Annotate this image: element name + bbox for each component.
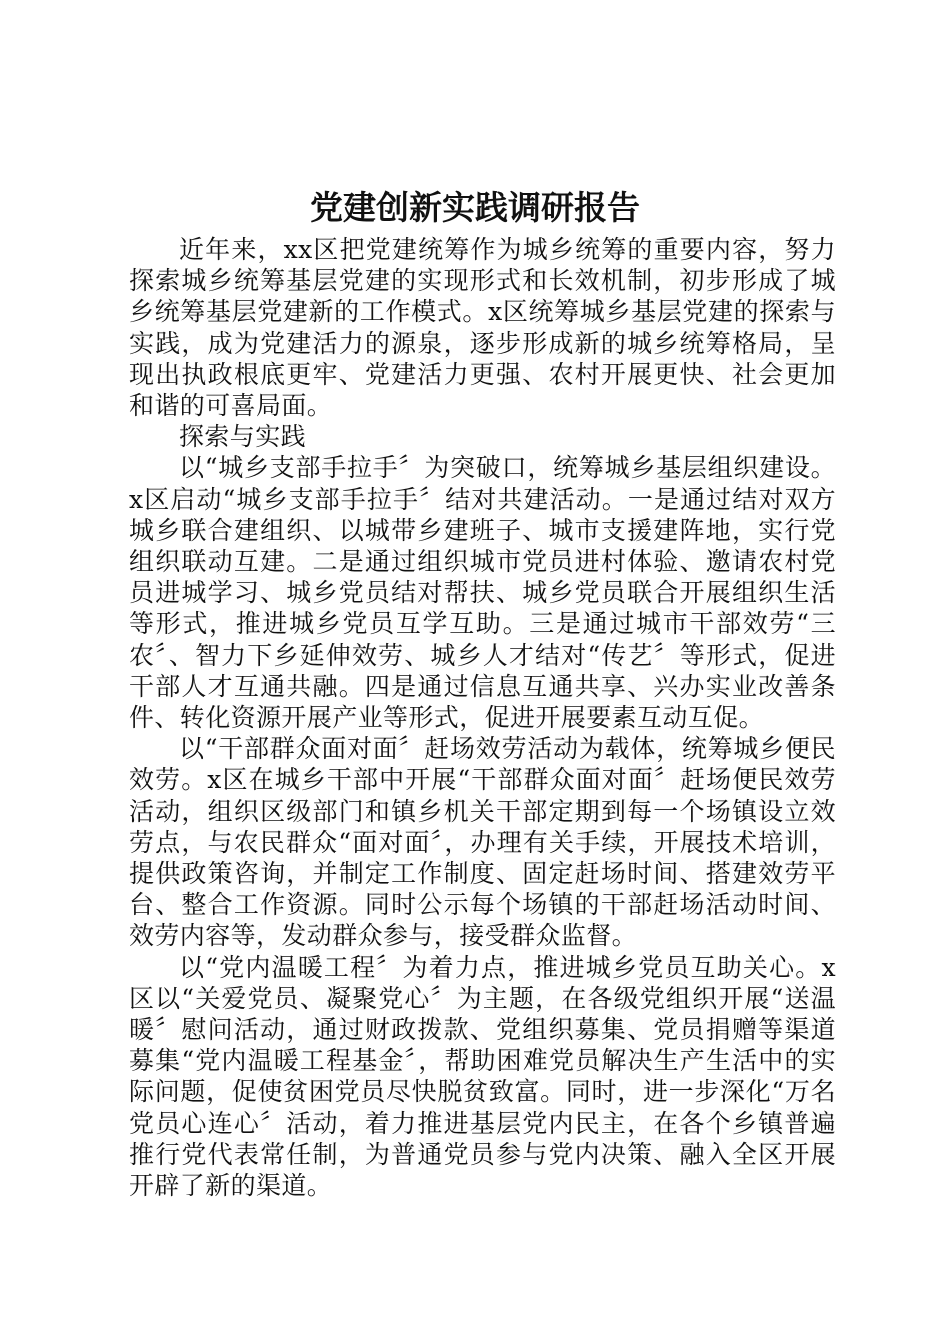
body-paragraph: 以“党内温暖工程〞为着力点，推进城乡党员互助关心。x区以“关爱党员、凝聚党心〞为主题，在各级党组织开展“送温暖〞慰问活动，通过财政拨款、党组织募集、党员捐赠等渠道募集“党内温暖工程基金〞，帮助困难党员解决生产生活中的实际问题，促使贫困党员尽快脱贫致富。同时，进一步深化“万名党员心连心〞活动，着力推进基层党内民主，在各个乡镇普遍推行党代表常任制，为普通党员参与党内决策、融入全区开展开辟了新的渠道。 [129, 952, 836, 1201]
intro-paragraph: 近年来，xx区把党建统筹作为城乡统筹的重要内容，努力探索城乡统筹基层党建的实现形式和长效机制，初步形成了城乡统筹基层党建新的工作模式。x区统筹城乡基层党建的探索与实践，成为党建活力的源泉，逐步形成新的城乡统筹格局，呈现出执政根底更牢、党建活力更强、农村开展更快、社会更加和谐的可喜局面。 [129, 235, 836, 421]
section-heading: 探索与实践 [179, 422, 307, 452]
document-body [129, 234, 836, 1201]
body-paragraph: 以“干部群众面对面〞赶场效劳活动为载体，统筹城乡便民效劳。x区在城乡干部中开展“干部群众面对面〞赶场便民效劳活动，组织区级部门和镇乡机关干部定期到每一个场镇设立效劳点，与农民群众“面对面〞，办理有关手续，开展技术培训，提供政策咨询，并制定工作制度、固定赶场时间、搭建效劳平台、整合工作资源。同时公示每个场镇的干部赶场活动时间、效劳内容等，发动群众参与，接受群众监督。 [129, 734, 836, 951]
document-title: 党建创新实践调研报告 [310, 188, 640, 227]
body-paragraph: 以“城乡支部手拉手〞为突破口，统筹城乡基层组织建设。x区启动“城乡支部手拉手〞结对共建活动。一是通过结对双方城乡联合建组织、以城带乡建班子、城市支援建阵地，实行党组织联动互建。二是通过组织城市党员进村体验、邀请农村党员进城学习、城乡党员结对帮扶、城乡党员联合开展组织生活等形式，推进城乡党员互学互助。三是通过城市干部效劳“三农〞、智力下乡延伸效劳、城乡人才结对“传艺〞等形式，促进干部人才互通共融。四是通过信息互通共享、兴办实业改善条件、转化资源开展产业等形式，促进开展要素互动互促。 [129, 453, 836, 733]
